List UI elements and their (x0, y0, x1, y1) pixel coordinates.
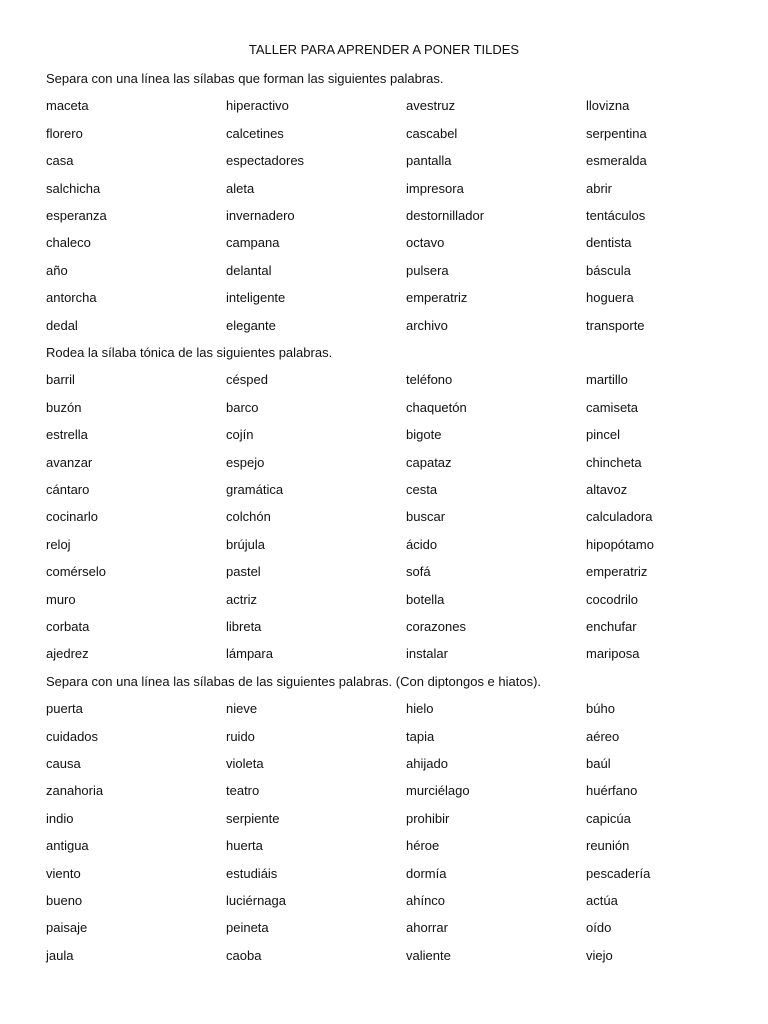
word-item: capataz (406, 454, 452, 470)
word-item: gramática (226, 482, 284, 497)
word-item: cocinarlo (46, 509, 99, 525)
word-item: bigote (406, 427, 442, 443)
word-item: calcetines (226, 125, 284, 141)
page-title: TALLER PARA APRENDER A PONER TILDES (248, 42, 520, 57)
word-item: octavo (406, 235, 445, 251)
word-item: serpiente (226, 810, 280, 826)
word-item: salchicha (46, 180, 101, 196)
word-item: archivo (406, 317, 448, 333)
word-item: impresora (406, 180, 464, 196)
word-item: teléfono (406, 372, 453, 388)
word-item: viejo (586, 947, 613, 963)
word-item: reunión (586, 838, 630, 854)
word-item: espectadores (226, 153, 305, 169)
word-item: llovizna (586, 98, 630, 114)
word-item: enchufar (586, 619, 637, 634)
word-item: chaleco (46, 235, 91, 251)
word-item: ahorrar (406, 920, 448, 936)
word-item: colchón (226, 509, 271, 525)
word-item: estudiáis (226, 865, 278, 881)
word-item: destornillador (406, 208, 485, 223)
word-item: hipopótamo (586, 536, 654, 552)
word-item: tentáculos (586, 208, 646, 223)
word-item: dentista (586, 235, 632, 251)
word-item: camiseta (586, 399, 639, 415)
word-item: esmeralda (586, 153, 647, 169)
word-item: capicúa (586, 810, 631, 826)
word-item: antigua (46, 838, 89, 854)
word-item: lámpara (226, 646, 273, 662)
word-item: calculadora (586, 509, 653, 525)
word-item: comérselo (46, 564, 106, 580)
word-item: instalar (406, 646, 448, 662)
word-item: ahijado (406, 756, 448, 771)
word-item: ácido (406, 536, 438, 552)
word-item: libreta (226, 619, 262, 634)
word-item: nieve (226, 701, 258, 717)
word-item: botella (406, 591, 445, 607)
word-item: campana (226, 235, 280, 251)
word-item: teatro (226, 783, 260, 799)
word-item: hiperactivo (226, 98, 289, 114)
word-item: emperatriz (406, 290, 468, 306)
word-item: reloj (46, 536, 71, 552)
word-item: transporte (586, 317, 645, 333)
word-item: barco (226, 399, 259, 415)
word-item: corazones (406, 619, 466, 634)
word-item: causa (46, 756, 81, 771)
word-item: corbata (46, 619, 90, 634)
word-item: invernadero (226, 208, 295, 223)
word-item: huerta (226, 838, 263, 854)
word-item: cascabel (406, 125, 458, 141)
word-item: oído (586, 920, 612, 936)
word-item: zanahoria (46, 783, 104, 799)
word-item: florero (46, 125, 83, 141)
word-item: búho (586, 701, 615, 717)
word-item: emperatriz (586, 564, 648, 580)
word-item: puerta (46, 701, 83, 717)
word-item: violeta (226, 756, 264, 771)
word-item: aleta (226, 180, 255, 196)
word-item: pantalla (406, 153, 452, 169)
word-item: viento (46, 865, 81, 881)
section-instruction: Separa con una línea las sílabas de las siguientes palabras. (Con diptongos e hiatos). (46, 673, 542, 689)
word-item: héroe (406, 838, 440, 854)
word-item: ajedrez (46, 646, 89, 662)
word-item: bueno (46, 893, 83, 908)
word-item: delantal (226, 262, 272, 278)
word-item: año (46, 262, 68, 278)
word-item: cuidados (46, 728, 99, 744)
word-item: paisaje (46, 920, 88, 936)
word-item: tapia (406, 728, 435, 744)
word-item: hoguera (586, 290, 634, 306)
word-item: cojín (226, 427, 254, 443)
word-item: muro (46, 591, 76, 607)
word-item: valiente (406, 947, 451, 963)
word-item: chincheta (586, 454, 642, 470)
word-item: inteligente (226, 290, 286, 306)
section-instruction: Separa con una línea las sílabas que forman las siguientes palabras. (46, 71, 444, 86)
word-item: ruido (226, 728, 255, 744)
word-item: césped (226, 372, 268, 388)
word-item: báscula (586, 262, 631, 278)
word-item: buscar (406, 509, 446, 525)
word-item: estrella (46, 427, 88, 443)
word-item: huérfano (586, 783, 638, 799)
word-item: martillo (586, 372, 628, 388)
word-item: buzón (46, 399, 82, 415)
word-item: altavoz (586, 482, 628, 497)
section-instruction: Rodea la sílaba tónica de las siguientes palabras. (46, 345, 333, 360)
word-item: dormía (406, 865, 447, 881)
word-item: dedal (46, 317, 78, 333)
word-item: cesta (406, 482, 438, 497)
word-item: luciérnaga (226, 893, 286, 908)
word-item: aéreo (586, 728, 620, 744)
word-item: actúa (586, 893, 618, 908)
word-item: casa (46, 153, 74, 169)
word-item: ahínco (406, 893, 446, 908)
word-item: brújula (226, 536, 266, 552)
word-item: hielo (406, 701, 434, 717)
word-item: serpentina (586, 125, 647, 141)
word-item: chaquetón (406, 399, 467, 415)
word-item: pincel (586, 427, 620, 443)
word-item: cocodrilo (586, 591, 639, 607)
word-item: esperanza (46, 208, 107, 223)
word-item: maceta (46, 98, 89, 114)
word-item: avanzar (46, 454, 93, 470)
word-item: caoba (226, 947, 262, 963)
word-item: avestruz (406, 98, 456, 114)
word-item: pulsera (406, 262, 449, 278)
word-item: baúl (586, 756, 611, 771)
word-item: sofá (406, 564, 431, 580)
word-item: cántaro (46, 482, 90, 497)
word-item: peineta (226, 920, 269, 936)
word-item: actriz (226, 591, 258, 607)
word-item: espejo (226, 454, 265, 470)
word-item: prohibir (406, 810, 450, 826)
word-item: pescadería (586, 865, 651, 881)
word-item: abrir (586, 180, 613, 196)
word-item: barril (46, 372, 75, 388)
word-item: antorcha (46, 290, 97, 306)
word-item: jaula (46, 947, 74, 963)
word-item: pastel (226, 564, 261, 580)
word-item: indio (46, 810, 74, 826)
word-item: elegante (226, 317, 276, 333)
word-item: mariposa (586, 646, 640, 662)
word-item: murciélago (406, 783, 470, 799)
